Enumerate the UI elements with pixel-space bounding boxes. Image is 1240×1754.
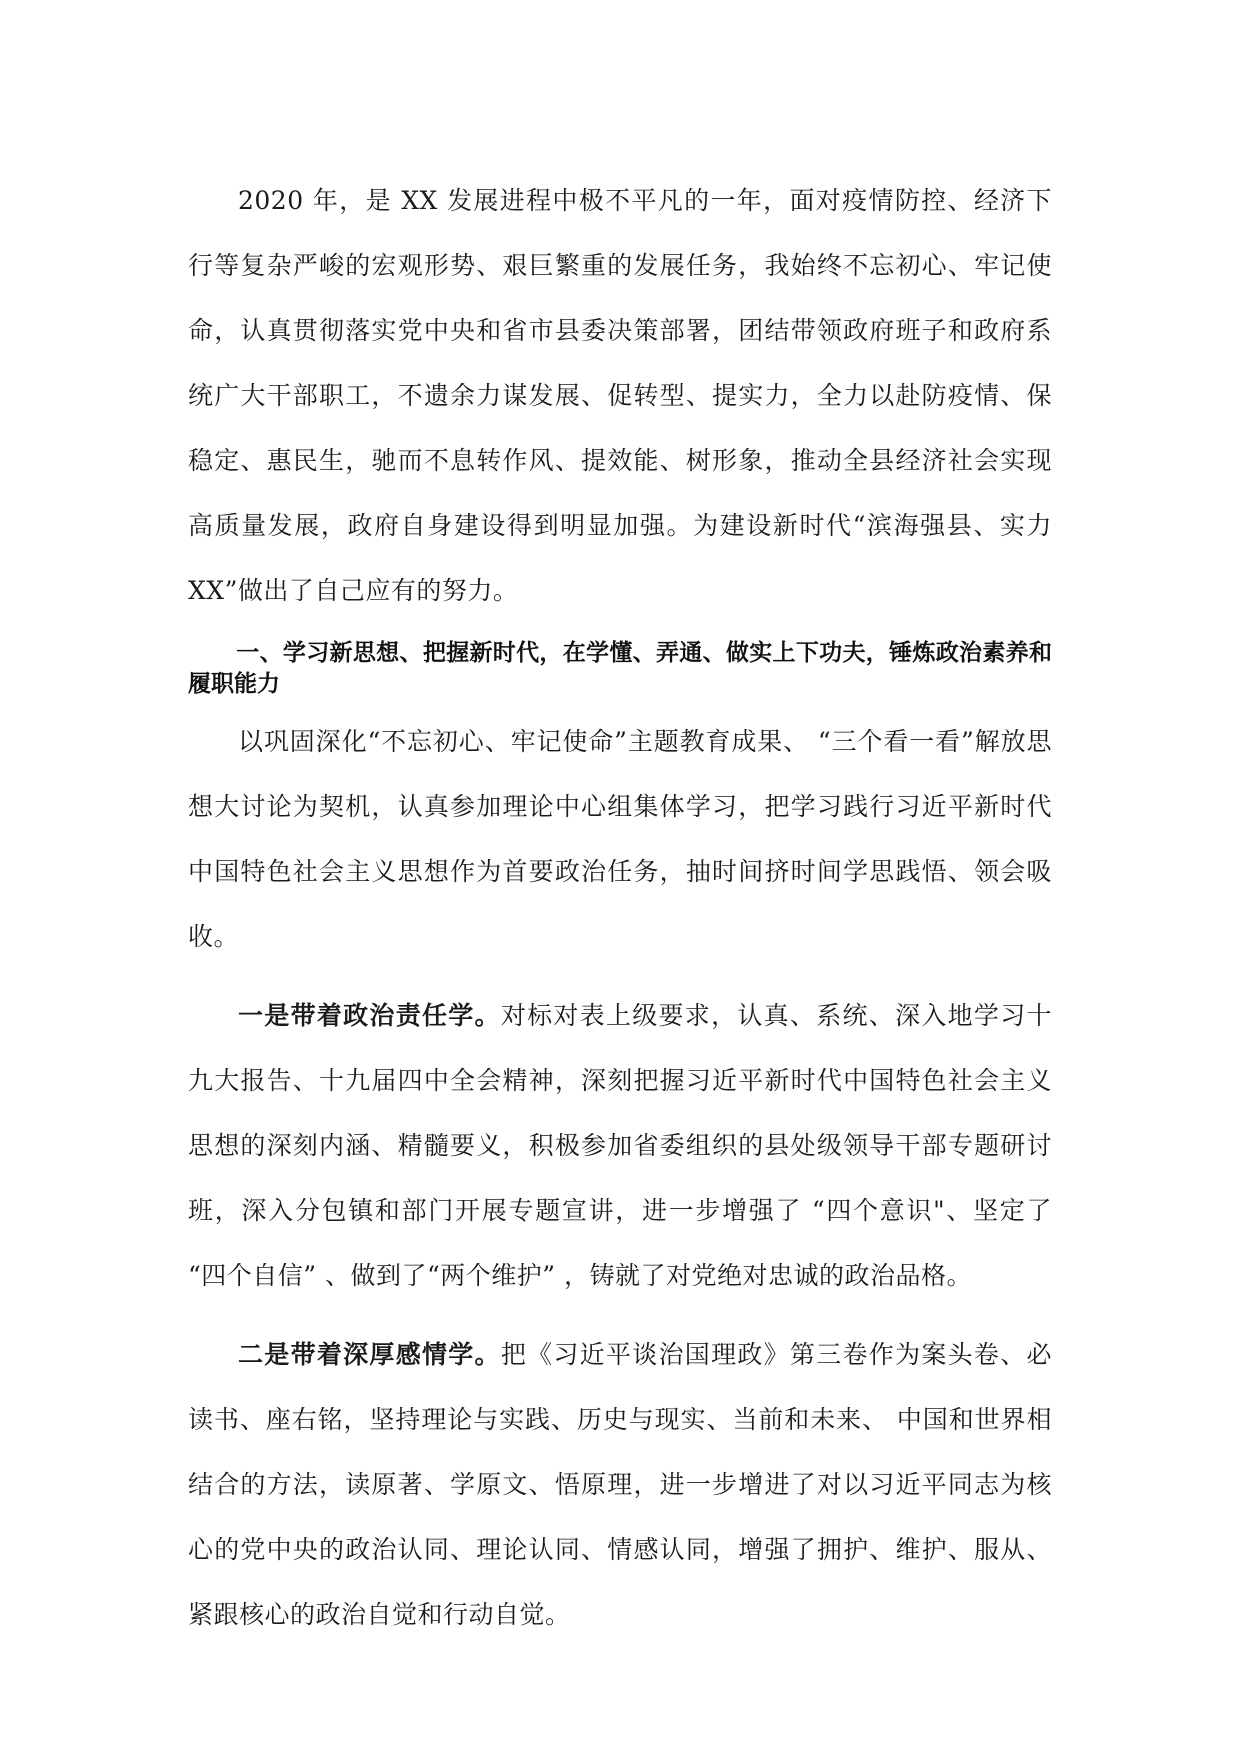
point-1-paragraph: [188, 983, 1052, 1308]
intro-paragraph: 2020 年，是 XX 发展进程中极不平凡的一年，面对疫情防控、经济下行等复杂严峻的宏观形势、艰巨繁重的发展任务，我始终不忘初心、牢记使命，认真贯彻落实党中央和省市县委决策部署，团结带领政府班子和政府系统广大干部职工，不遗余力谋发展、促转型、提实力，全力以赴防疫情、保稳定、惠民生，驰而不息转作风、提效能、树形象，推动全县经济社会实现高质量发展，政府自身建设得到明显加强。为建设新时代“滨海强县、实力 XX”做出了自己应有的努力。: [188, 186, 1052, 605]
point-2-lead: 二是带着深厚感情学。: [238, 1340, 501, 1369]
point-1-text: 对标对表上级要求，认真、系统、深入地学习十九大报告、十九届四中全会精神，深刻把握习近平新时代中国特色社会主义思想的深刻内涵、精髓要义，积极参加省委组织的县处级领导干部专题研讨班，深入分包镇和部门开展专题宣讲，进一步增强了 “四个意识"、坚定了 “四个自信” 、做到了“两个维护” ，铸就了对党绝对忠诚的政治品格。: [188, 1001, 1052, 1290]
document-page: [188, 168, 1052, 1647]
point-2-text: 把《习近平谈治国理政》第三卷作为案头卷、必读书、座右铭，坚持理论与实践、历史与现实、当前和未来、 中国和世界相结合的方法，读原著、学原文、悟原理，进一步增进了对以习近平同志为核心的党中央的政治认同、理论认同、情感认同，增强了拥护、维护、服从、紧跟核心的政治自觉和行动自觉。: [188, 1340, 1052, 1629]
point-1-lead: 一是带着政治责任学。: [238, 1001, 501, 1030]
section-intro-paragraph: 以巩固深化“不忘初心、牢记使命”主题教育成果、 “三个看一看”解放思想大讨论为契机，认真参加理论中心组集体学习，把学习践行习近平新时代中国特色社会主义思想作为首要政治任务，抽时间挤时间学思践悟、领会吸收。: [188, 727, 1052, 951]
point-2-paragraph: [188, 1322, 1052, 1647]
section-heading: 一、学习新思想、把握新时代，在学懂、弄通、做实上下功夫，锤炼政治素养和履职能力: [188, 639, 1052, 697]
